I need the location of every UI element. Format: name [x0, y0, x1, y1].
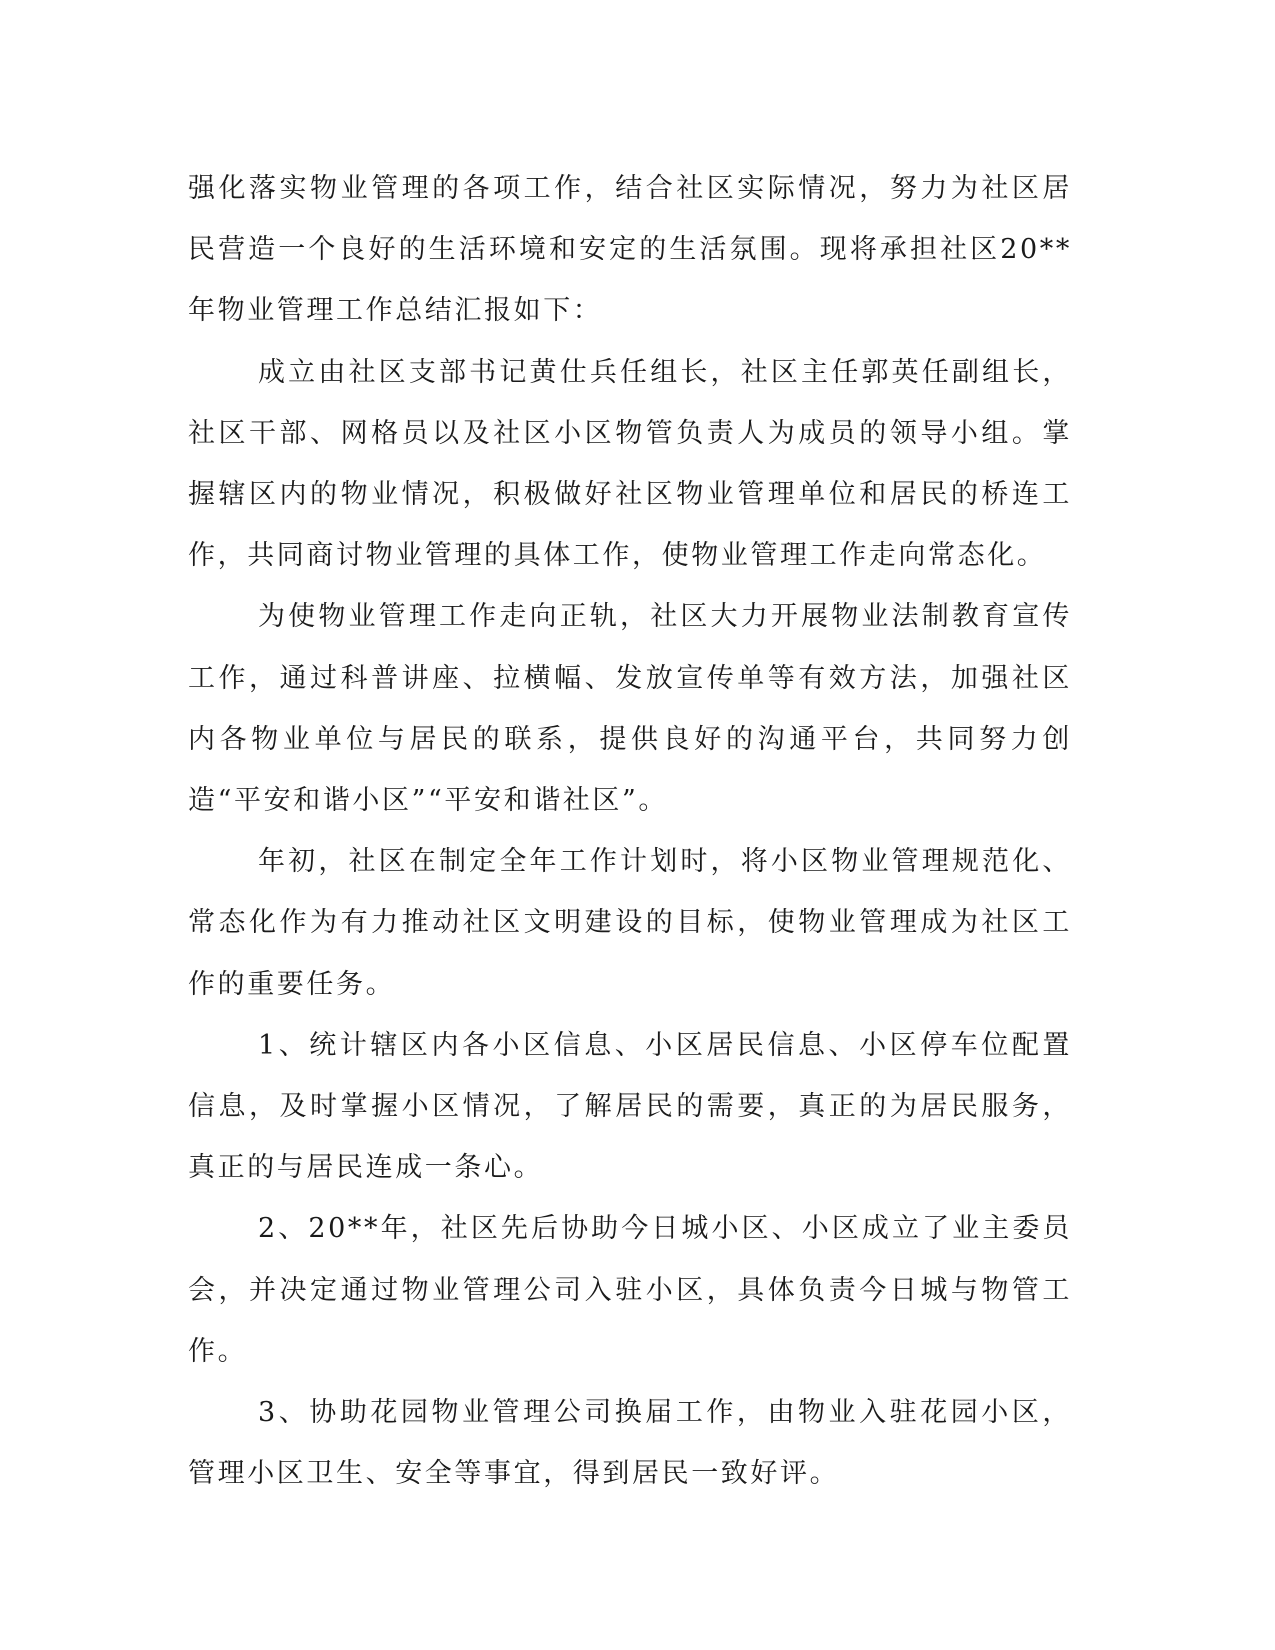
list-item-2: 2、20**年，社区先后协助今日城小区、小区成立了业主委员会，并决定通过物业管理公司入驻小区，具体负责今日城与物管工作。	[188, 1213, 1072, 1367]
list-item-3: 3、协助花园物业管理公司换届工作，由物业入驻花园小区，管理小区卫生、安全等事宜，得到居民一致好评。	[188, 1397, 1072, 1490]
paragraph-intro: 强化落实物业管理的各项工作，结合社区实际情况，努力为社区居民营造一个良好的生活环境和安定的生活氛围。现将承担社区20**年物业管理工作总结汇报如下：	[188, 173, 1072, 327]
paragraph-annual-plan: 年初，社区在制定全年工作计划时，将小区物业管理规范化、常态化作为有力推动社区文明建设的目标，使物业管理成为社区工作的重要任务。	[188, 846, 1072, 1000]
paragraph-legal-education: 为使物业管理工作走向正轨，社区大力开展物业法制教育宣传工作，通过科普讲座、拉横幅、发放宣传单等有效方法，加强社区内各物业单位与居民的联系，提供良好的沟通平台，共同努力创造“平安和谐小区”“平安和谐社区”。	[188, 601, 1072, 817]
list-item-1: 1、统计辖区内各小区信息、小区居民信息、小区停车位配置信息，及时掌握小区情况，了解居民的需要，真正的为居民服务，真正的与居民连成一条心。	[188, 1029, 1072, 1184]
document-body	[188, 158, 1072, 1504]
paragraph-leadership-group: 成立由社区支部书记黄仕兵任组长，社区主任郭英任副组长，社区干部、网格员以及社区小区物管负责人为成员的领导小组。掌握辖区内的物业情况，积极做好社区物业管理单位和居民的桥连工作，共同商讨物业管理的具体工作，使物业管理工作走向常态化。	[188, 356, 1072, 572]
